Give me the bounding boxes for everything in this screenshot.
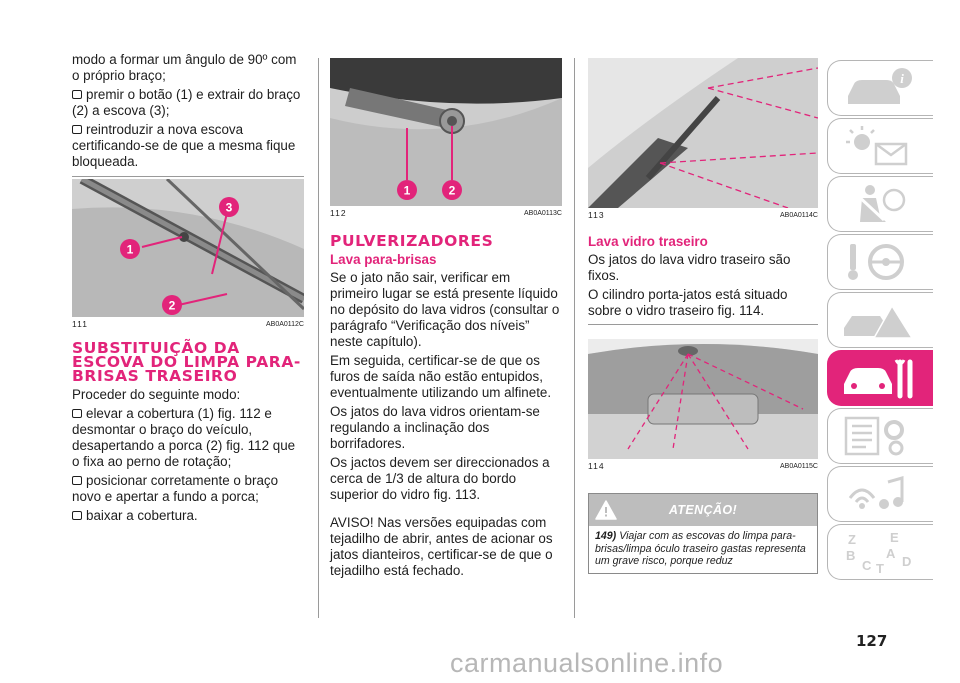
figure-number: 112 — [330, 208, 347, 218]
safety-airbag-icon — [840, 182, 920, 226]
tab-multimedia[interactable] — [827, 466, 933, 522]
column-right — [588, 52, 818, 574]
subsection-heading: Lava para-brisas — [330, 252, 437, 267]
warning-number: 149) — [595, 530, 617, 542]
figure-code: AB0A0112C — [265, 321, 304, 328]
warning-header — [589, 494, 817, 526]
wiper-blade-illustration — [72, 179, 304, 317]
emergency-icon — [840, 298, 920, 342]
list-item: baixar a cobertura. — [72, 508, 304, 524]
dashboard-info-icon — [840, 66, 920, 110]
callout-2: 2 — [448, 183, 456, 198]
warning-body — [589, 526, 817, 573]
warning-box — [588, 493, 818, 574]
chapter-tabs — [827, 60, 933, 582]
divider — [72, 176, 304, 177]
wiper-arm-nut-illustration — [330, 58, 562, 206]
windshield-jets-illustration — [588, 58, 818, 208]
svg-text:i: i — [900, 71, 904, 86]
paragraph: Os jactos devem ser direccionados a cerca de 1/3 de altura do bordo superior do vidro fig. 113. — [330, 455, 550, 502]
page-number: 127 — [856, 632, 888, 650]
column-divider — [574, 58, 575, 618]
svg-text:D: D — [902, 554, 912, 569]
tab-dashboard[interactable] — [827, 60, 933, 116]
svg-text:C: C — [862, 558, 872, 573]
figure-number: 111 — [72, 319, 88, 329]
tab-maintenance[interactable] — [827, 350, 933, 406]
checkbox-bullet-icon — [72, 476, 82, 485]
checkbox-bullet-icon — [72, 125, 82, 134]
figure-number: 113 — [588, 210, 605, 220]
svg-text:Z: Z — [848, 532, 856, 547]
figure-114 — [588, 339, 818, 459]
rear-washer-illustration — [588, 339, 818, 459]
tab-starting-driving[interactable] — [827, 234, 933, 290]
tab-technical-data[interactable] — [827, 408, 933, 464]
svg-text:A: A — [886, 546, 896, 561]
column-divider — [318, 58, 319, 618]
paragraph: O cilindro porta-jatos está situado sobre o vidro traseiro fig. 114. — [588, 287, 788, 318]
figure-111 — [72, 179, 304, 317]
callout-1: 1 — [403, 183, 411, 198]
figure-code: AB0A0114C — [779, 212, 818, 219]
list-item: reintroduzir a nova escova certificando-se de que a mesma fique bloqueada. — [72, 122, 296, 169]
svg-text:T: T — [876, 561, 884, 574]
technical-data-icon — [840, 414, 920, 458]
column-left — [72, 52, 304, 527]
paragraph: Se o jato não sair, verificar em primeiro lugar se está presente líquido no depósito do lava vidros (consultar o parágrafo “Verificação dos níveis” neste capítulo). — [330, 270, 560, 349]
maintenance-car-icon — [840, 356, 920, 400]
note-paragraph: AVISO! Nas versões equipadas com tejadilho de abrir, antes de acionar os jatos dianteiros, certificar-se de que o tejadilho está fechado. — [330, 515, 553, 578]
figure-code: AB0A0113C — [523, 210, 562, 217]
list-item: posicionar corretamente o braço novo e apertar a fundo a porca; — [72, 473, 279, 504]
tab-emergency[interactable] — [827, 292, 933, 348]
svg-text:B: B — [846, 548, 856, 563]
lead-text: Proceder do seguinte modo: — [72, 387, 241, 402]
intro-text: modo a formar um ângulo de 90º com o próprio braço; — [72, 52, 297, 83]
section-heading: SUBSTITUIÇÃO DA ESCOVA DO LIMPA PARA-BRISAS TRASEIRO — [72, 339, 301, 385]
figure-caption — [588, 211, 818, 220]
warning-text: Viajar com as escovas do limpa para-brisas/limpa óculo traseiro gastas representa um grave risco, porque reduz — [595, 530, 806, 567]
figure-caption — [72, 320, 304, 329]
paragraph: Em seguida, certificar-se de que os furos de saída não estão entupidos, eventualmente utilizando um alfinete. — [330, 353, 552, 400]
section-heading: PULVERIZADORES — [330, 232, 494, 250]
tab-index[interactable] — [827, 524, 933, 580]
checkbox-bullet-icon — [72, 511, 82, 520]
starting-driving-icon — [840, 240, 920, 284]
callout-3: 3 — [225, 200, 233, 215]
list-item: elevar a cobertura (1) fig. 112 e desmontar o braço do veículo, desapertando a porca (2) fig. 112 que o fixa ao perno de rotação; — [72, 406, 296, 469]
figure-caption — [330, 209, 562, 218]
column-middle — [330, 52, 562, 582]
divider — [588, 324, 818, 325]
watermark: carmanualsonline.info — [450, 648, 724, 678]
figure-code: AB0A0115C — [779, 463, 818, 470]
figure-caption — [588, 462, 818, 471]
checkbox-bullet-icon — [72, 90, 82, 99]
index-icon — [840, 530, 920, 574]
paragraph: Os jatos do lava vidros orientam-se regulando a inclinação dos borrifadores. — [330, 404, 540, 451]
warning-title: ATENÇÃO! — [668, 503, 738, 517]
svg-text:E: E — [890, 530, 899, 545]
checkbox-bullet-icon — [72, 409, 82, 418]
subsection-heading: Lava vidro traseiro — [588, 234, 708, 249]
figure-113 — [588, 58, 818, 208]
paragraph: Os jatos do lava vidro traseiro são fixos. — [588, 252, 791, 283]
tab-lights-messages[interactable] — [827, 118, 933, 174]
lights-message-icon — [840, 124, 920, 168]
callout-1: 1 — [126, 242, 134, 257]
figure-112 — [330, 58, 562, 206]
tab-safety[interactable] — [827, 176, 933, 232]
callout-2: 2 — [168, 298, 176, 313]
multimedia-icon — [840, 472, 920, 516]
figure-number: 114 — [588, 461, 605, 471]
list-item: premir o botão (1) e extrair do braço (2) a escova (3); — [72, 87, 301, 118]
